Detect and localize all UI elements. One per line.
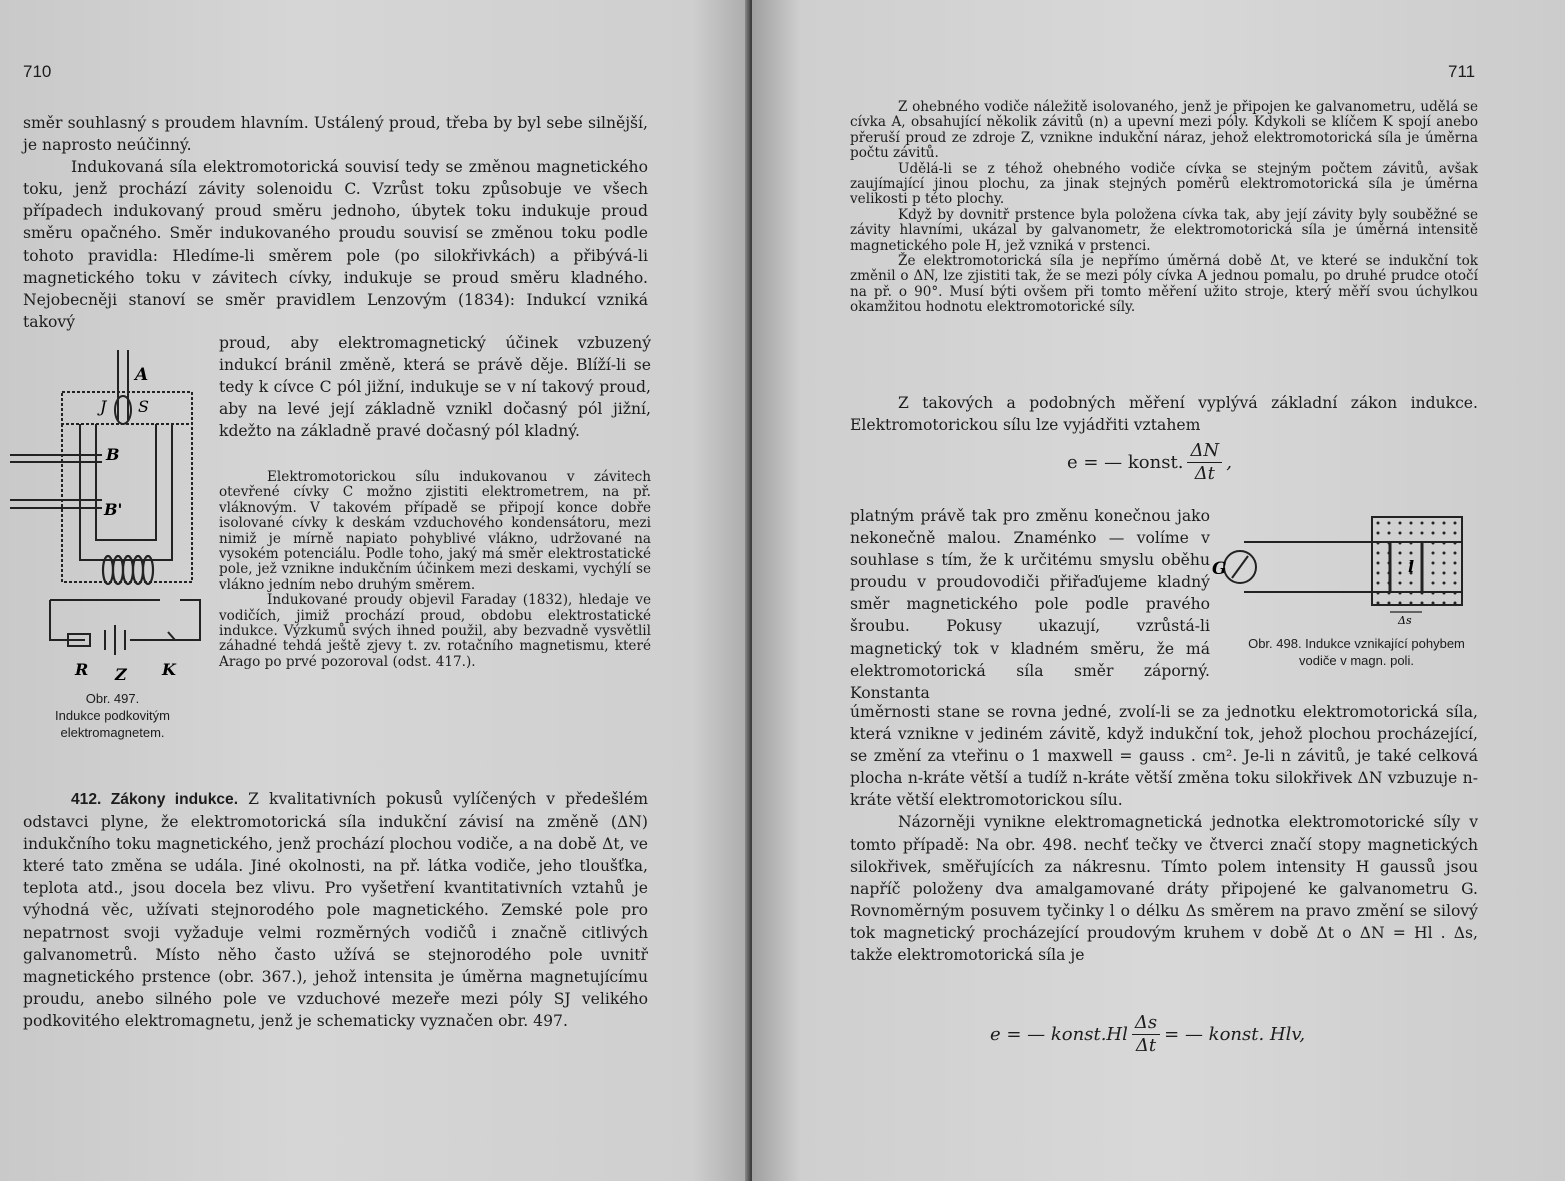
formula-2 [990, 1012, 1305, 1057]
formula-2-fraction [1132, 1012, 1160, 1057]
field-dot [1421, 522, 1424, 525]
field-dot [1454, 602, 1457, 605]
field-dot [1388, 542, 1391, 545]
field-dot [1421, 602, 1424, 605]
figure-497-electromagnet [10, 350, 210, 680]
page-number-right: 711 [1448, 62, 1476, 81]
right-text-full [850, 701, 1478, 966]
label-S: S [138, 397, 149, 416]
label-l: l [1408, 557, 1415, 576]
field-dot [1454, 552, 1457, 555]
field-dot [1432, 592, 1435, 595]
formula-2-rhs: = — konst. Hlv, [1164, 1024, 1306, 1045]
field-dot [1454, 582, 1457, 585]
field-dot [1443, 542, 1446, 545]
field-dot [1443, 582, 1446, 585]
paragraph: Z takových a podobných měření vyplývá základní zákon indukce. Elektromotorickou sílu lze vyjádřiti vztahem [850, 394, 1478, 435]
field-dot [1432, 582, 1435, 585]
field-dot [1454, 572, 1457, 575]
field-dot [1399, 532, 1402, 535]
field-dot [1443, 552, 1446, 555]
field-dot [1388, 602, 1391, 605]
paragraph: Že elektromotorická síla je nepřímo úměrná době Δt, ve které se indukční tok změnil o ΔN, lze zjistiti tak, že se mezi póly cívka A jednou pomalu, po druhé prudce otočí na př. o 90°. Musí býti ovšem při tomto měření užito stroje, který měří svou úchylkou okamžitou hodnotu elektromotorické síly. [850, 253, 1478, 316]
field-dot [1410, 602, 1413, 605]
label-delta-s: Δs [1398, 614, 1412, 627]
formula-1-lhs: e = — konst. [1067, 452, 1184, 473]
field-dot [1388, 592, 1391, 595]
field-dot [1377, 572, 1380, 575]
field-dot [1443, 532, 1446, 535]
field-dot [1421, 532, 1424, 535]
page-number-left: 710 [23, 62, 52, 81]
label-B: B [106, 445, 120, 464]
paragraph: Indukovaná síla elektromotorická souvisí tedy se změnou magnetického toku, jenž prochází závity solenoidu C. Vzrůst toku způsobuje ve všech případech indukovaný proud směru jednoho, úbytek toku indukuje proud směru opačného. Směr indukovaného proudu souvisí se změnou toku podle tohoto pravidla: Hledíme-li směrem pole (po silokřivkách) a přibývá-li magnetického toku v závitech cívky, indukuje se proud směru kladného. Nejobecněji stanoví se směr pravidlem Lenzovým (1834): Indukcí vzniká takový [23, 158, 648, 331]
section-text: Z kvalitativních pokusů vylíčených v předešlém odstavci plyne, že elektromotorická síla indukční závisí na změně (ΔN) indukčního toku magnetického, jenž prochází plochou vodiče, a na době Δt, ve které tato změna se udála. Jiné okolnosti, na př. látka vodiče, jeho tloušťka, teplota atd., jsou docela bez vlivu. Pro vyšetření kvantitativních vztahů je výhodná věc, užívati stejnorodého pole magnetického. Zemské pole pro nepatrnost svoji vyžaduje velmi rozměrných vodičů i značně citlivých galvanometrů. Místo něho často užívá se stejnorodého pole uvnitř magnetického prstence (obr. 367.), jehož intensita je úměrna magnetujícímu proudu, anebo silného pole ve vzduchové mezeře mezi póly SJ velikého podkovitého elektromagnetu, jenž je schematicky vyznačen obr. 497. [23, 790, 648, 1030]
paragraph: Udělá-li se z téhož ohebného vodiče cívka se stejným počtem závitů, avšak zaujímající jinou plochu, za jinak stejných poměrů elektromotorická síla je úměrna velikosti p této plochy. [850, 160, 1478, 208]
field-dot [1410, 582, 1413, 585]
field-dot [1377, 542, 1380, 545]
paragraph: směr souhlasný s proudem hlavním. Ustálený proud, třeba by byl sebe silnější, je naprosto neúčinný. [23, 114, 648, 155]
paragraph: Když by dovnitř prstence byla položena cívka tak, aby její závity byly souběžné se závity hlavními, ukázal by galvanometr, že elektromotorická síla je úměrná intensitě magnetického pole H, jež vzniká v prstenci. [850, 206, 1478, 254]
field-dot [1377, 602, 1380, 605]
label-G: G [1212, 559, 1227, 579]
section-412 [23, 788, 648, 1032]
label-B-prime: B' [104, 500, 123, 519]
field-dot [1443, 562, 1446, 565]
field-dot [1399, 582, 1402, 585]
field-dot [1454, 542, 1457, 545]
label-K: K [162, 660, 176, 679]
formula-1-numerator: ΔN [1187, 440, 1222, 463]
field-dot [1388, 532, 1391, 535]
field-dot [1421, 562, 1424, 565]
field-dot [1432, 552, 1435, 555]
field-dot [1377, 522, 1380, 525]
field-dot [1399, 552, 1402, 555]
left-page [0, 0, 752, 1181]
field-dot [1443, 592, 1446, 595]
left-text-beside-figure [219, 332, 651, 442]
formula-1-fraction [1187, 440, 1222, 485]
label-A: A [135, 365, 149, 385]
field-dot [1432, 562, 1435, 565]
paragraph: Z ohebného vodiče náležitě isolovaného, jenž je připojen ke galvanometru, udělá se cívka A, obsahující několik závitů (n) a upevní mezi póly. Kdykoli se klíčem K spojí anebo přeruší proud ze zdroje Z, vznikne indukční náraz, jehož elektromotorická síla je úměrna počtu závitů. [850, 99, 1478, 162]
field-dot [1410, 552, 1413, 555]
field-dot [1443, 522, 1446, 525]
field-dot [1399, 592, 1402, 595]
field-dot [1421, 582, 1424, 585]
section-heading: 412. Zákony indukce. [71, 791, 239, 808]
formula-1 [1067, 440, 1232, 485]
label-Z: Z [115, 665, 127, 680]
paragraph: Elektromotorickou sílu indukovanou v závitech otevřené cívky C možno zjistiti elektrometrem, na př. vláknovým. V takovém případě se připojí konce dobře isolované cívky k deskám vzduchového kondensátoru, mezi nimiž je mírně napiato pohyblivé vlákno, udržované na vysokém potenciálu. Podle toho, jaký má směr elektrostatické pole, jež vznikne indukčním účinkem mezi deskami, vychýlí se vlákno jedním nebo druhým směrem. [219, 469, 651, 593]
field-dot [1388, 562, 1391, 565]
caption-number: Obr. 497. [85, 691, 140, 706]
field-dot [1421, 572, 1424, 575]
field-dot [1399, 522, 1402, 525]
figure-497-caption [25, 690, 200, 741]
field-dot [1377, 592, 1380, 595]
field-dot [1432, 532, 1435, 535]
formula-1-denominator: Δt [1194, 463, 1215, 484]
field-dot [1454, 522, 1457, 525]
field-dot [1388, 582, 1391, 585]
label-J: J [100, 397, 107, 416]
field-dot [1410, 532, 1413, 535]
field-dot [1388, 572, 1391, 575]
field-dot [1454, 592, 1457, 595]
field-dot [1399, 542, 1402, 545]
paragraph: proud, aby elektromagnetický účinek vzbuzený indukcí bránil změně, která se právě děje. Blíží-li se tedy k cívce C pól jižní, indukuje se v ní takový proud, aby na levé její základně vznikl dočasný pól jižní, kdežto na základně pravé dočasný pól kladný. [219, 334, 651, 441]
formula-2-denominator: Δt [1135, 1035, 1157, 1056]
caption-text: Indukce podkovitým elektromagnetem. [55, 708, 170, 740]
field-dot [1443, 602, 1446, 605]
field-dot [1410, 542, 1413, 545]
field-dot [1410, 592, 1413, 595]
paragraph: platným právě tak pro změnu konečnou jako nekonečně malou. Znaménko — volíme v souhlase s tím, že k určitému smyslu oběhu proudu v proudovodiči přiřaďujeme kladný směr magnetického pole podle pravého šroubu. Pokusy ukazují, vzrůstá-li magnetický tok v kladném směru, že má elektromotorická síla směr záporný. Konstanta [850, 507, 1210, 702]
field-dot [1443, 572, 1446, 575]
left-text-top [23, 112, 648, 333]
field-dot [1388, 552, 1391, 555]
field-dot [1410, 522, 1413, 525]
field-dot [1377, 582, 1380, 585]
field-dot [1421, 542, 1424, 545]
field-dot [1454, 532, 1457, 535]
field-dot [1432, 572, 1435, 575]
law-paragraph [850, 392, 1478, 436]
field-dot [1399, 572, 1402, 575]
right-small-text [850, 100, 1478, 316]
field-dot [1399, 602, 1402, 605]
label-R: R [75, 660, 89, 679]
field-dot [1432, 602, 1435, 605]
field-dot [1377, 562, 1380, 565]
field-dot [1454, 562, 1457, 565]
text-beside-figure-498 [850, 505, 1210, 704]
field-dot [1399, 562, 1402, 565]
field-dot [1377, 532, 1380, 535]
figure-498-caption: Obr. 498. Indukce vznikající pohybem vodiče v magn. poli. [1248, 636, 1465, 668]
paragraph: Indukované proudy objevil Faraday (1832), hledaje ve vodičích, jimiž prochází proud, obdobu elektrostatické indukce. Výzkumů svých ihned použil, aby bezvadně vysvětlil záhadné tehdá ještě zjevy t. zv. rotačního magnetismu, které Arago po prvé pozoroval (odst. 417.). [219, 592, 651, 670]
left-small-text [219, 470, 651, 670]
formula-2-numerator: Δs [1132, 1012, 1160, 1035]
field-dot [1432, 522, 1435, 525]
field-dot [1377, 552, 1380, 555]
field-dot [1421, 552, 1424, 555]
figure-498-moving-conductor [1192, 512, 1467, 627]
right-page [752, 0, 1565, 1181]
field-dot [1432, 542, 1435, 545]
formula-2-lhs: e = — konst.Hl [990, 1024, 1128, 1045]
paragraph: Názorněji vynikne elektromagnetická jednotka elektromotorické síly v tomto případě: Na obr. 498. nechť tečky ve čtverci značí stopy magnetických silokřivek, směřujících za nákresnu. Tímto polem intensity H gaussů jsou napříč položeny dva amalgamované dráty připojené ke galvanometru G. Rovnoměrným posuvem tyčinky l o délku Δs směrem na pravo změní se silový tok magnetický procházející proudovým kruhem v době Δt o ΔN = Hl . Δs, takže elektromotorická síla je [850, 813, 1478, 965]
formula-1-tail: , [1226, 452, 1232, 473]
field-dot [1421, 592, 1424, 595]
paragraph: úměrnosti stane se rovna jedné, zvolí-li se za jednotku elektromotorická síla, která vznikne v jediném závitě, když indukční tok, jehož plochou procházející, se změní za vteřinu o 1 maxwell = gauss . cm². Je-li n závitů, je také celková plocha n-kráte větší a tudíž n-kráte větší změna toku silokřivek ΔN vzbuzuje n-kráte větší elektromotorickou sílu. [850, 703, 1478, 810]
field-dot [1388, 522, 1391, 525]
